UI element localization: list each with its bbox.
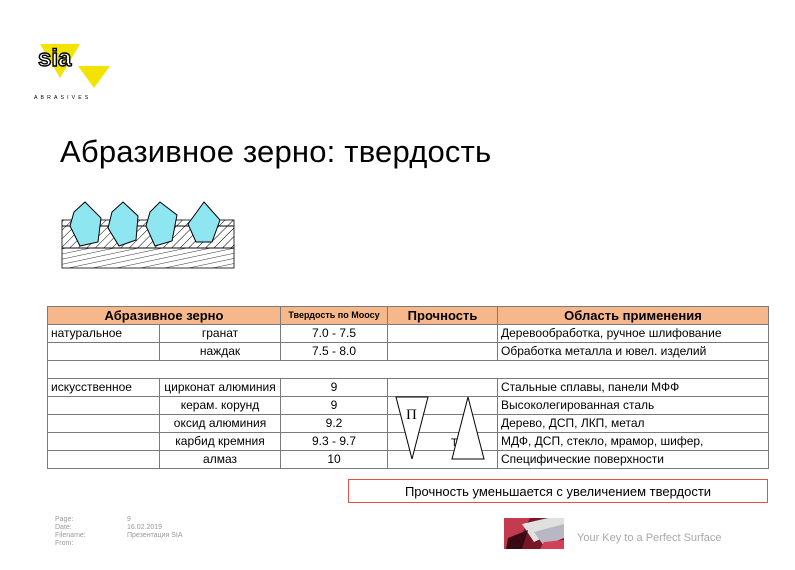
logo-sub: ABRASIVES — [34, 95, 92, 101]
footer-tagline: Your Key to a Perfect Surface — [577, 532, 722, 544]
meta-value: 16.02.2019 — [127, 524, 163, 531]
table-row — [48, 343, 769, 361]
spacer-cell — [48, 361, 769, 379]
grain-type: искусственное — [48, 379, 160, 397]
meta-value: 9 — [127, 516, 131, 523]
grain-name: алмаз — [160, 451, 281, 469]
slide-title: Абразивное зерно: твердость — [60, 134, 492, 169]
hardness-triangle — [452, 397, 484, 459]
meta-key: Filename: — [55, 532, 86, 539]
hardness-label: Т — [451, 437, 458, 449]
grain-name: наждак — [160, 343, 281, 361]
footer-photo — [504, 518, 564, 549]
grain-name: керам. корунд — [160, 397, 281, 415]
hardness-value: 7.5 - 8.0 — [281, 343, 388, 361]
logo-brand: sia — [38, 45, 72, 72]
meta-key: Page: — [55, 516, 74, 523]
hardness-value: 9.3 - 9.7 — [281, 433, 388, 451]
grain-name: гранат — [160, 325, 281, 343]
strength-note: Прочность уменьшается с увеличением твердости — [348, 479, 768, 503]
footer-meta — [55, 516, 183, 548]
hardness-value: 9.2 — [281, 415, 388, 433]
grain-name: цирконат алюминия — [160, 379, 281, 397]
header-hardness: Твердость по Моосу — [281, 307, 388, 325]
grain-name: карбид кремния — [160, 433, 281, 451]
application: Высоколегированная сталь — [498, 397, 769, 415]
meta-value: Презентация SIA — [127, 532, 183, 539]
application: Дерево, ДСП, ЛКП, метал — [498, 415, 769, 433]
grain-type-empty — [48, 397, 160, 415]
header-grain: Абразивное зерно — [48, 307, 281, 325]
grain-type: натуральное — [48, 325, 160, 343]
application: Стальные сплавы, панели МФФ — [498, 379, 769, 397]
abrasive-grain-illustration — [60, 198, 236, 272]
grain-name: оксид алюминия — [160, 415, 281, 433]
header-strength: Прочность — [388, 307, 498, 325]
application: Специфические поверхности — [498, 451, 769, 469]
meta-key: From: — [55, 540, 74, 547]
application: Деревообработка, ручное шлифование — [498, 325, 769, 343]
hardness-value: 9 — [281, 379, 388, 397]
strength-cell — [388, 343, 498, 361]
meta-key: Date: — [55, 524, 72, 531]
strength-cell — [388, 325, 498, 343]
table-spacer-row — [48, 361, 769, 379]
hardness-value: 10 — [281, 451, 388, 469]
hardness-value: 9 — [281, 397, 388, 415]
hardness-value: 7.0 - 7.5 — [281, 325, 388, 343]
grain-type-empty — [48, 343, 160, 361]
header-application: Область применения — [498, 307, 769, 325]
grain-type-empty — [48, 415, 160, 433]
strength-cell — [388, 379, 498, 397]
sia-logo — [26, 44, 116, 102]
table-row — [48, 379, 769, 397]
grain-type-empty — [48, 451, 160, 469]
grain-type-empty — [48, 433, 160, 451]
application: Обработка металла и ювел. изделий — [498, 343, 769, 361]
table-header-row — [48, 307, 769, 325]
strength-label: П — [406, 407, 417, 423]
table-row — [48, 325, 769, 343]
application: МДФ, ДСП, стекло, мрамор, шифер, — [498, 433, 769, 451]
strength-hardness-triangles — [394, 395, 486, 463]
